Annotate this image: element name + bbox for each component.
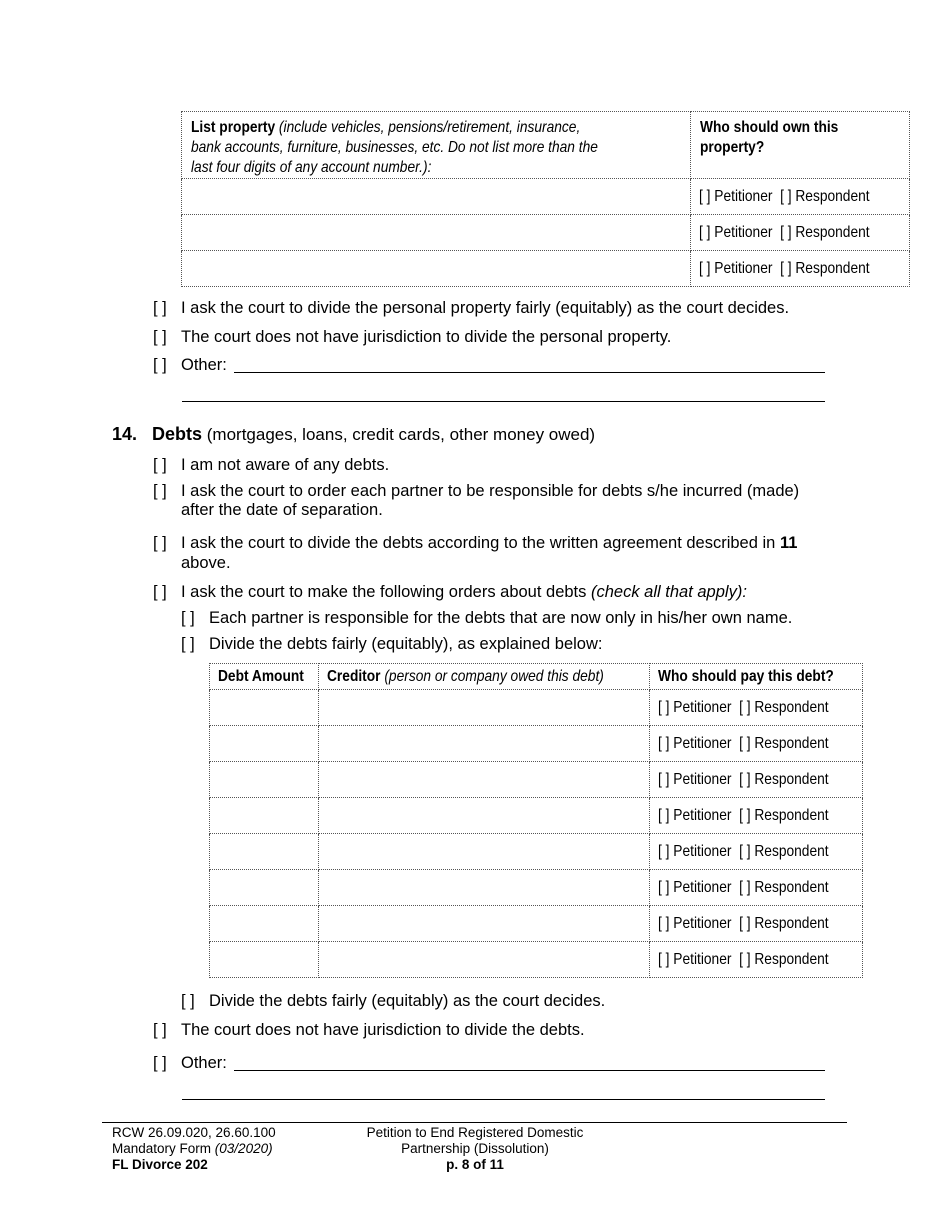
section-title: Debts bbox=[152, 424, 203, 444]
debt-amount-cell[interactable] bbox=[210, 726, 319, 762]
property-other-input-line[interactable] bbox=[234, 372, 825, 373]
debt-amount-cell[interactable] bbox=[210, 834, 319, 870]
orders-note: (check all that apply): bbox=[591, 583, 747, 601]
creditor-cell[interactable] bbox=[318, 906, 649, 942]
petitioner-checkbox[interactable]: [ ] Petitioner bbox=[657, 734, 732, 752]
debt-other-input-line-2[interactable] bbox=[182, 1099, 825, 1100]
creditor-cell[interactable] bbox=[318, 798, 649, 834]
respondent-checkbox[interactable]: [ ] Respondent bbox=[780, 187, 870, 205]
property-row bbox=[182, 251, 910, 287]
property-header-note: (include vehicles, pensions/retirement, insurance, bank accounts, furniture, businesses, etc. Do not list more than the last four digits of any account number.): bbox=[191, 119, 598, 176]
agreement-reference: 11 bbox=[779, 534, 798, 552]
creditor-cell[interactable] bbox=[318, 834, 649, 870]
property-cell[interactable] bbox=[182, 215, 691, 251]
debt-amount-cell[interactable] bbox=[210, 906, 319, 942]
debt-amount-cell[interactable] bbox=[210, 762, 319, 798]
respondent-checkbox[interactable]: [ ] Respondent bbox=[780, 223, 870, 241]
creditor-cell[interactable] bbox=[318, 690, 649, 726]
respondent-checkbox[interactable]: [ ] Respondent bbox=[738, 878, 829, 896]
petitioner-checkbox[interactable]: [ ] Petitioner bbox=[657, 950, 732, 968]
checkbox[interactable]: [ ] bbox=[153, 534, 167, 552]
respondent-checkbox[interactable]: [ ] Respondent bbox=[738, 734, 829, 752]
property-cell[interactable] bbox=[182, 251, 691, 287]
footer-page: p. 8 of 11 bbox=[446, 1157, 504, 1172]
footer-form-id: FL Divorce 202 bbox=[112, 1157, 208, 1172]
debt-other-option[interactable]: [ ] Other: bbox=[153, 1054, 227, 1072]
property-header-title: List property bbox=[191, 119, 276, 136]
section-subtitle: (mortgages, loans, credit cards, other money owed) bbox=[206, 425, 596, 444]
debt-own-name-option[interactable]: [ ] Each partner is responsible for the debts that are now only in his/her own name. bbox=[181, 609, 793, 627]
debt-row bbox=[210, 870, 863, 906]
footer-mandatory: Mandatory Form (03/2020) bbox=[112, 1141, 273, 1156]
petitioner-checkbox[interactable]: [ ] Petitioner bbox=[657, 842, 732, 860]
respondent-checkbox[interactable]: [ ] Respondent bbox=[738, 950, 829, 968]
checkbox[interactable]: [ ] bbox=[153, 482, 167, 500]
footer-rcw: RCW 26.09.020, 26.60.100 bbox=[112, 1125, 276, 1140]
debt-amount-header: Debt Amount bbox=[210, 664, 319, 690]
creditor-header: Creditor (person or company owed this debt) bbox=[318, 664, 649, 690]
debt-row bbox=[210, 762, 863, 798]
petitioner-checkbox[interactable]: [ ] Petitioner bbox=[657, 914, 732, 932]
property-other-input-line-2[interactable] bbox=[182, 401, 825, 402]
debt-row bbox=[210, 906, 863, 942]
checkbox[interactable]: [ ] bbox=[181, 992, 195, 1010]
checkbox[interactable]: [ ] bbox=[153, 1021, 167, 1039]
footer-title-2: Partnership (Dissolution) bbox=[401, 1141, 549, 1156]
section-number: 14. bbox=[112, 424, 138, 444]
respondent-checkbox[interactable]: [ ] Respondent bbox=[738, 698, 829, 716]
debt-orders-option[interactable]: [ ] I ask the court to make the following orders about debts (check all that apply): bbox=[153, 583, 747, 601]
debt-row bbox=[210, 834, 863, 870]
creditor-cell[interactable] bbox=[318, 870, 649, 906]
petitioner-checkbox[interactable]: [ ] Petitioner bbox=[657, 698, 732, 716]
debt-amount-cell[interactable] bbox=[210, 870, 319, 906]
checkbox[interactable]: [ ] bbox=[153, 356, 167, 374]
respondent-checkbox[interactable]: [ ] Respondent bbox=[738, 842, 829, 860]
footer-left bbox=[112, 1125, 276, 1173]
debt-agreement-line2: above. bbox=[181, 554, 231, 572]
debt-row bbox=[210, 942, 863, 978]
debt-amount-cell[interactable] bbox=[210, 798, 319, 834]
checkbox[interactable]: [ ] bbox=[181, 609, 195, 627]
petitioner-checkbox[interactable]: [ ] Petitioner bbox=[657, 806, 732, 824]
debt-after-separation-option[interactable]: [ ] I ask the court to order each partner to be responsible for debts s/he incurred (made) bbox=[153, 482, 800, 500]
footer-rule bbox=[102, 1122, 847, 1123]
debt-amount-cell[interactable] bbox=[210, 942, 319, 978]
checkbox[interactable]: [ ] bbox=[181, 635, 195, 653]
property-header bbox=[182, 112, 691, 179]
debt-row bbox=[210, 690, 863, 726]
creditor-cell[interactable] bbox=[318, 942, 649, 978]
checkbox[interactable]: [ ] bbox=[153, 328, 167, 346]
respondent-checkbox[interactable]: [ ] Respondent bbox=[780, 259, 870, 277]
creditor-cell[interactable] bbox=[318, 726, 649, 762]
property-table bbox=[181, 111, 910, 287]
payer-header: Who should pay this debt? bbox=[649, 664, 862, 690]
respondent-checkbox[interactable]: [ ] Respondent bbox=[738, 914, 829, 932]
debt-row bbox=[210, 798, 863, 834]
debt-no-jurisdiction-option[interactable]: [ ] The court does not have jurisdiction to divide the debts. bbox=[153, 1021, 585, 1039]
respondent-checkbox[interactable]: [ ] Respondent bbox=[738, 806, 829, 824]
petitioner-checkbox[interactable]: [ ] Petitioner bbox=[699, 223, 773, 241]
checkbox[interactable]: [ ] bbox=[153, 299, 167, 317]
debt-table bbox=[209, 663, 863, 978]
creditor-cell[interactable] bbox=[318, 762, 649, 798]
petitioner-checkbox[interactable]: [ ] Petitioner bbox=[699, 187, 773, 205]
petitioner-checkbox[interactable]: [ ] Petitioner bbox=[699, 259, 773, 277]
debt-after-separation-line2: after the date of separation. bbox=[181, 501, 383, 519]
checkbox[interactable]: [ ] bbox=[153, 1054, 167, 1072]
footer-center bbox=[355, 1125, 595, 1173]
debt-other-input-line[interactable] bbox=[234, 1070, 825, 1071]
footer-title-1: Petition to End Registered Domestic bbox=[366, 1125, 584, 1140]
property-no-jurisdiction-option[interactable]: [ ] The court does not have jurisdiction to divide the personal property. bbox=[153, 328, 672, 346]
petitioner-checkbox[interactable]: [ ] Petitioner bbox=[657, 878, 732, 896]
petitioner-checkbox[interactable]: [ ] Petitioner bbox=[657, 770, 732, 788]
property-other-option[interactable]: [ ] Other: bbox=[153, 356, 227, 374]
checkbox[interactable]: [ ] bbox=[153, 456, 167, 474]
owner-header: Who should own this property? bbox=[691, 112, 910, 179]
debt-not-aware-option[interactable]: [ ] I am not aware of any debts. bbox=[153, 456, 390, 474]
debt-row bbox=[210, 726, 863, 762]
property-cell[interactable] bbox=[182, 179, 691, 215]
debt-divide-court-option[interactable]: [ ] Divide the debts fairly (equitably) as the court decides. bbox=[181, 992, 606, 1010]
debt-agreement-option[interactable]: [ ] I ask the court to divide the debts according to the written agreement described in 11 bbox=[153, 534, 798, 552]
checkbox[interactable]: [ ] bbox=[153, 583, 167, 601]
respondent-checkbox[interactable]: [ ] Respondent bbox=[738, 770, 829, 788]
property-row bbox=[182, 179, 910, 215]
debt-divide-below-option[interactable]: [ ] Divide the debts fairly (equitably), as explained below: bbox=[181, 635, 603, 653]
property-row bbox=[182, 215, 910, 251]
section-14-heading bbox=[112, 423, 595, 446]
property-fair-option[interactable]: [ ] I ask the court to divide the personal property fairly (equitably) as the court decides. bbox=[153, 299, 790, 317]
debt-amount-cell[interactable] bbox=[210, 690, 319, 726]
